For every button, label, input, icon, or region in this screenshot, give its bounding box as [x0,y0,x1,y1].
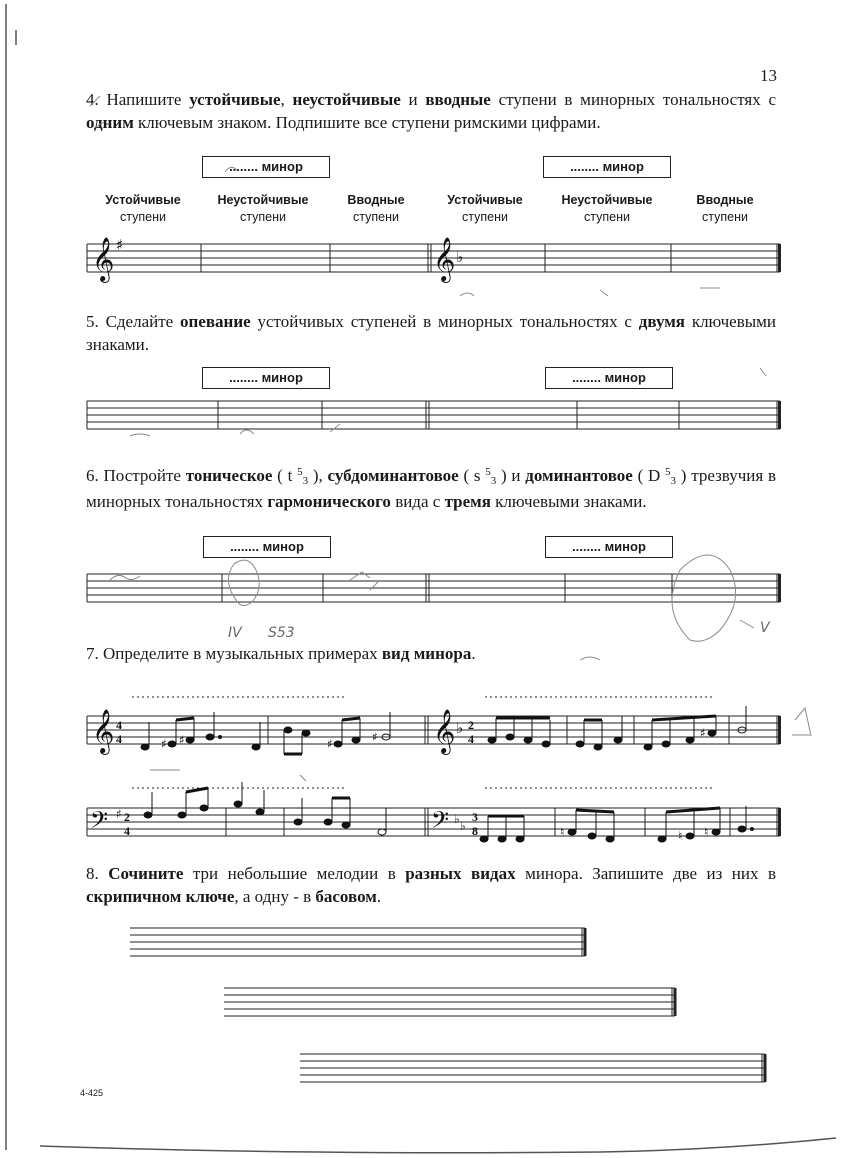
task-number: 4. [86,90,99,109]
key-box-task5-left: ........ минор [202,367,330,389]
natural-icon: ♮ [560,825,565,839]
treble-clef-icon: 𝄞 [92,709,115,753]
key-box-task4-right: ........ минор [543,156,671,178]
sharp-icon: ♯ [161,737,167,751]
time-sig-top: 2 [468,718,474,732]
note [186,737,194,743]
sharp-icon: ♯ [700,726,706,740]
task-number: 7. [86,644,99,663]
sharp-icon: ♯ [372,730,378,744]
blank-staff-2 [224,988,675,1016]
task-number: 5. [86,312,99,331]
flat-icon: ♭ [456,248,464,266]
note [302,730,310,736]
blank-staff-3 [300,1054,765,1082]
note [206,734,214,740]
task-8-text: 8. Сочините три небольшие мелодии в разных видах минора. Запишите две из них в скрипичном ключе, а одну - в басовом. [86,864,776,906]
task-6-text: 6. Постройте тоническое ( t $^5$3 ), субдоминантовое ( s $^5$3 ) и доминантовое ( D $^5$3 ) трезвучия в минорных тональностях гармонического вида с тремя ключевыми знаками. [86,466,776,511]
note [352,737,360,743]
handwritten-roman: V [760,620,770,636]
column-header: Неустойчивые ступени [561,193,653,224]
treble-clef-icon: 𝄞 [92,237,115,281]
treble-clef-icon: 𝄞 [433,709,456,753]
time-sig-bottom: 4 [124,824,130,838]
note [334,741,342,747]
sharp-icon: ♯ [116,807,122,821]
note [141,744,149,750]
treble-clef-icon: 𝄞 [433,237,456,281]
flat-icon: ♭ [460,819,466,833]
note [168,741,176,747]
page-number: 13 [760,66,777,85]
column-header: Устойчивые ступени [447,193,523,224]
natural-icon: ♮ [704,825,709,839]
staff-task5 [87,401,780,429]
key-box-task6-left: ........ минор [203,536,331,558]
column-header: Неустойчивые ступени [217,193,309,224]
time-sig-bottom: 8 [472,824,478,838]
bass-clef-icon: 𝄢 [431,806,450,839]
note [252,744,260,750]
time-sig-top: 3 [472,810,478,824]
blank-staff-1 [130,928,585,956]
page-edge [6,4,836,1153]
task-number: 6. [86,466,99,485]
task-4-text: 4. Напишите устойчивые, неустойчивые и вводные ступени в минорных тональностях с одним ключевым знаком. Подпишите все ступени римскими цифрами. [86,90,777,132]
footer-code: 4-425 [80,1088,104,1098]
handwritten-roman: IV [228,625,242,641]
bass-clef-icon: 𝄢 [90,806,109,839]
column-header: Вводные ступени [696,193,754,224]
time-sig-bottom: 4 [468,732,474,746]
key-box-task4-left: ........ минор [202,156,330,178]
flat-icon: ♭ [454,812,460,826]
column-header: Вводные ступени [347,193,405,224]
sharp-icon: ♯ [116,236,124,254]
task-number: 8. [86,864,99,883]
note [284,727,292,733]
key-box-task5-right: ........ минор [545,367,673,389]
sharp-icon: ♯ [179,733,185,747]
time-sig-top: 2 [124,810,130,824]
natural-icon: ♮ [678,829,683,843]
time-sig-top: 4 [116,718,122,732]
sharp-icon: ♯ [327,737,333,751]
flat-icon: ♭ [456,719,464,737]
task-5-text: 5. Сделайте опевание устойчивых ступеней в минорных тональностях с двумя ключевыми знаками. [86,312,777,354]
time-sig-bottom: 4 [116,732,122,746]
column-header: Устойчивые ступени [105,193,181,224]
key-box-task6-right: ........ минор [545,536,673,558]
pencil-marks [90,96,811,781]
task-7-text: 7. Определите в музыкальных примерах вид минора. [86,644,476,663]
handwritten-s53: S53 [268,625,295,641]
